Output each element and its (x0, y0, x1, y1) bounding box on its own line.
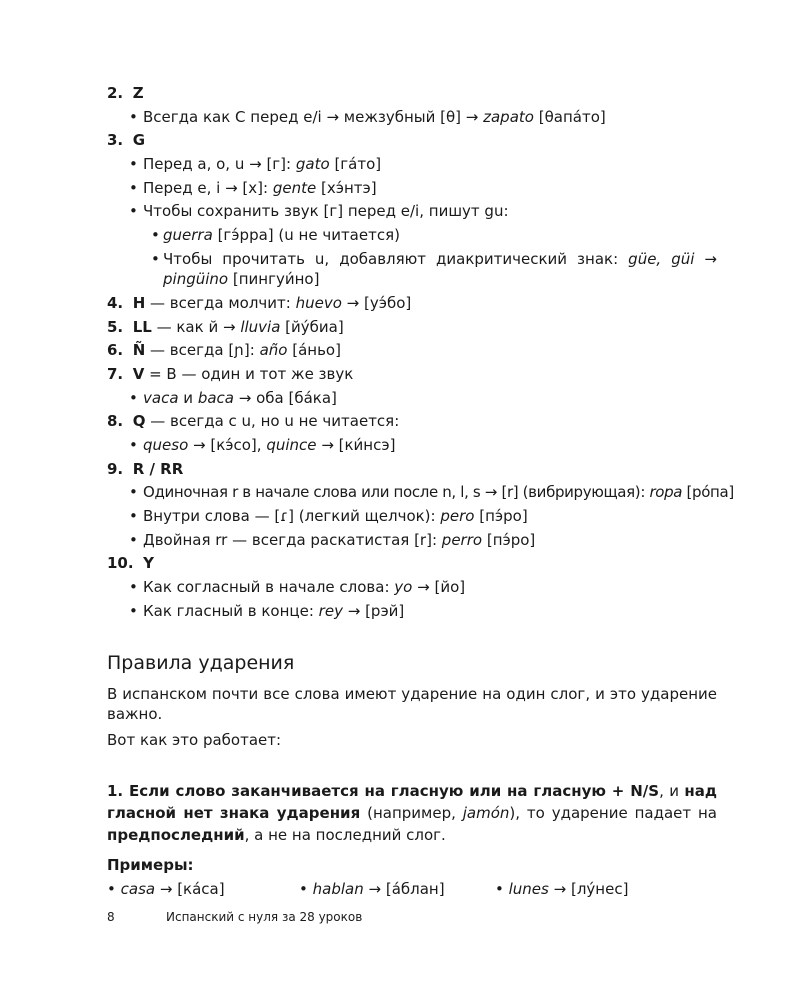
item-text: — всегда молчит: (150, 293, 291, 312)
paragraph-intro: В испанском почти все слова имеют ударение на один слог, и это ударение важно. (107, 685, 717, 724)
transcription: [хэ́нтэ] (321, 178, 377, 197)
bullet-text: Внутри слова — [ɾ] (легкий щелчок): (143, 507, 436, 525)
item-text: = B — один и тот же звук (149, 364, 354, 383)
transcription: [гэ́рра] (u не читается) (217, 226, 400, 245)
spanish-word: jamón (462, 804, 510, 823)
bullet-r-2 (107, 505, 717, 529)
sub-bullet-g-1 (107, 224, 717, 248)
spanish-word: quince (266, 435, 317, 454)
transcription: [пингуи́но] (232, 269, 320, 288)
spanish-word: lunes (508, 880, 549, 899)
bullet-text: Всегда как С перед e/i → межзубный [θ] → (143, 107, 479, 126)
page-footer (107, 910, 507, 926)
transcription: → [рэй] (347, 601, 405, 620)
transcription: [га́то] (334, 155, 382, 174)
sub-bullet-g-2 (107, 248, 717, 292)
item-number: 3. (107, 131, 124, 150)
item-number: 8. (107, 412, 124, 431)
item-letter: V (132, 364, 145, 383)
item-letter: Y (143, 554, 154, 573)
bullet-text: Перед a, o, u → [г]: (143, 155, 292, 174)
item-letter: H (132, 293, 146, 312)
transcription: → [уэ́бо] (346, 293, 412, 312)
rule-text: ), то ударение падает на (509, 804, 717, 823)
transcription: → [ки́нсэ] (321, 435, 396, 454)
spanish-word: güe, güi (628, 249, 695, 268)
rule-text: , и (659, 782, 679, 801)
item-letter: LL (132, 317, 152, 336)
bullet-text: Как гласный в конце: (143, 601, 314, 620)
bullet-y-2 (107, 600, 717, 624)
rule-bold: над гласной нет знака ударения (107, 782, 717, 823)
spanish-word: guerra (163, 226, 213, 245)
section-heading: Правила ударения (107, 652, 295, 675)
transcription: [пэ́ро] (479, 507, 528, 525)
transcription: → [а́блан] (368, 880, 445, 899)
transcription: → [ка́са] (159, 880, 225, 899)
list-item-r (107, 458, 717, 482)
conjunction: и (183, 388, 194, 407)
item-letter: G (132, 131, 145, 150)
item-text: — как й → (156, 317, 236, 336)
example-item: • casa → [ка́са] (107, 880, 225, 899)
bullet-y-1 (107, 576, 717, 600)
arrow: → (704, 249, 717, 268)
book-title: Испанский с нуля за 28 уроков (166, 910, 363, 924)
bullet-text: Одиночная r в начале слова или после n, l, s → [r] (вибрирующая): (143, 483, 646, 502)
bullet-q-1 (107, 434, 717, 458)
spanish-word: gente (272, 178, 317, 197)
bullet-r-3 (107, 529, 717, 553)
transcription: [пэ́ро] (486, 530, 536, 549)
list-item-q (107, 410, 717, 434)
spanish-word: perro (441, 530, 483, 549)
item-letter: R / RR (132, 459, 184, 478)
example-item: • lunes → [лу́нес] (495, 880, 629, 899)
item-letter: Q (132, 412, 146, 431)
spanish-word: pingüino (163, 269, 229, 288)
page-number: 8 (107, 910, 115, 924)
spanish-word: queso (143, 435, 189, 454)
spanish-word: hablan (312, 880, 364, 899)
transcription: [θапа́то] (538, 107, 606, 126)
item-text: — всегда [ɲ]: (150, 341, 255, 360)
page-content (107, 82, 734, 902)
item-number: 7. (107, 364, 124, 383)
bullet-z-1 (107, 106, 717, 130)
rule-text: , а не на последний слог. (244, 826, 446, 845)
rule-1 (107, 780, 717, 846)
transcription: → [лу́нес] (553, 880, 629, 899)
bullet-text: Двойная rr — всегда раскатистая [r]: (143, 530, 438, 549)
rule-bold: 1. Если слово заканчивается на гласную или на гласную + N/S (107, 782, 660, 801)
list-item-v (107, 363, 717, 387)
paragraph-how: Вот как это работает: (107, 731, 282, 750)
rule-text: (например, (367, 804, 456, 823)
spanish-word: casa (120, 880, 156, 899)
bullet-text: Перед e, i → [х]: (143, 178, 269, 197)
spanish-word: vaca (143, 388, 179, 407)
bullet-r-1 (107, 481, 734, 505)
item-number: 9. (107, 459, 124, 478)
transcription: [ро́па] (686, 483, 734, 502)
item-number: 6. (107, 341, 124, 360)
spanish-word: ropa (649, 483, 683, 502)
list-item-enye (107, 339, 717, 363)
bullet-v-1 (107, 387, 717, 411)
item-number: 2. (107, 84, 124, 102)
transcription: → [кэ́со], (193, 435, 262, 454)
list-item-y (107, 552, 717, 576)
item-number: 4. (107, 293, 124, 312)
spanish-word: pero (440, 507, 475, 525)
transcription: [а́ньо] (292, 341, 341, 360)
example-item: • hablan → [а́блан] (299, 880, 445, 899)
list-item-ll (107, 316, 717, 340)
spanish-word: año (259, 341, 288, 360)
list-item-g (107, 129, 717, 153)
list-item-h (107, 292, 717, 316)
transcription: → [йо] (417, 578, 466, 597)
item-number: 5. (107, 317, 124, 336)
rule-bold: предпоследний (107, 826, 245, 845)
bullet-g-2 (107, 177, 717, 201)
item-number: 10. (107, 554, 134, 573)
spanish-word: baca (197, 388, 234, 407)
spanish-word: yo (394, 578, 413, 597)
bullet-g-1 (107, 153, 717, 177)
transcription: [йу́биа] (285, 317, 344, 336)
bullet-text: Чтобы сохранить звук [г] перед e/i, пишут gu: (143, 202, 509, 221)
list-item-z (107, 82, 717, 106)
spanish-word: rey (318, 601, 343, 620)
spanish-word: gato (295, 155, 330, 174)
bullet-g-3 (107, 200, 717, 224)
item-letter: Z (132, 84, 144, 102)
item-letter: Ñ (132, 341, 146, 360)
examples-row (107, 876, 717, 902)
transcription: → оба [ба́ка] (238, 388, 337, 407)
spanish-word: lluvia (240, 317, 281, 336)
bullet-text: Как согласный в начале слова: (143, 578, 390, 597)
examples-heading: Примеры: (107, 856, 194, 875)
spanish-word: huevo (295, 293, 342, 312)
item-text: — всегда с u, но u не читается: (150, 412, 400, 431)
bullet-text: Чтобы прочитать u, добавляют диакритический знак: (163, 249, 619, 268)
spanish-word: zapato (483, 107, 534, 126)
